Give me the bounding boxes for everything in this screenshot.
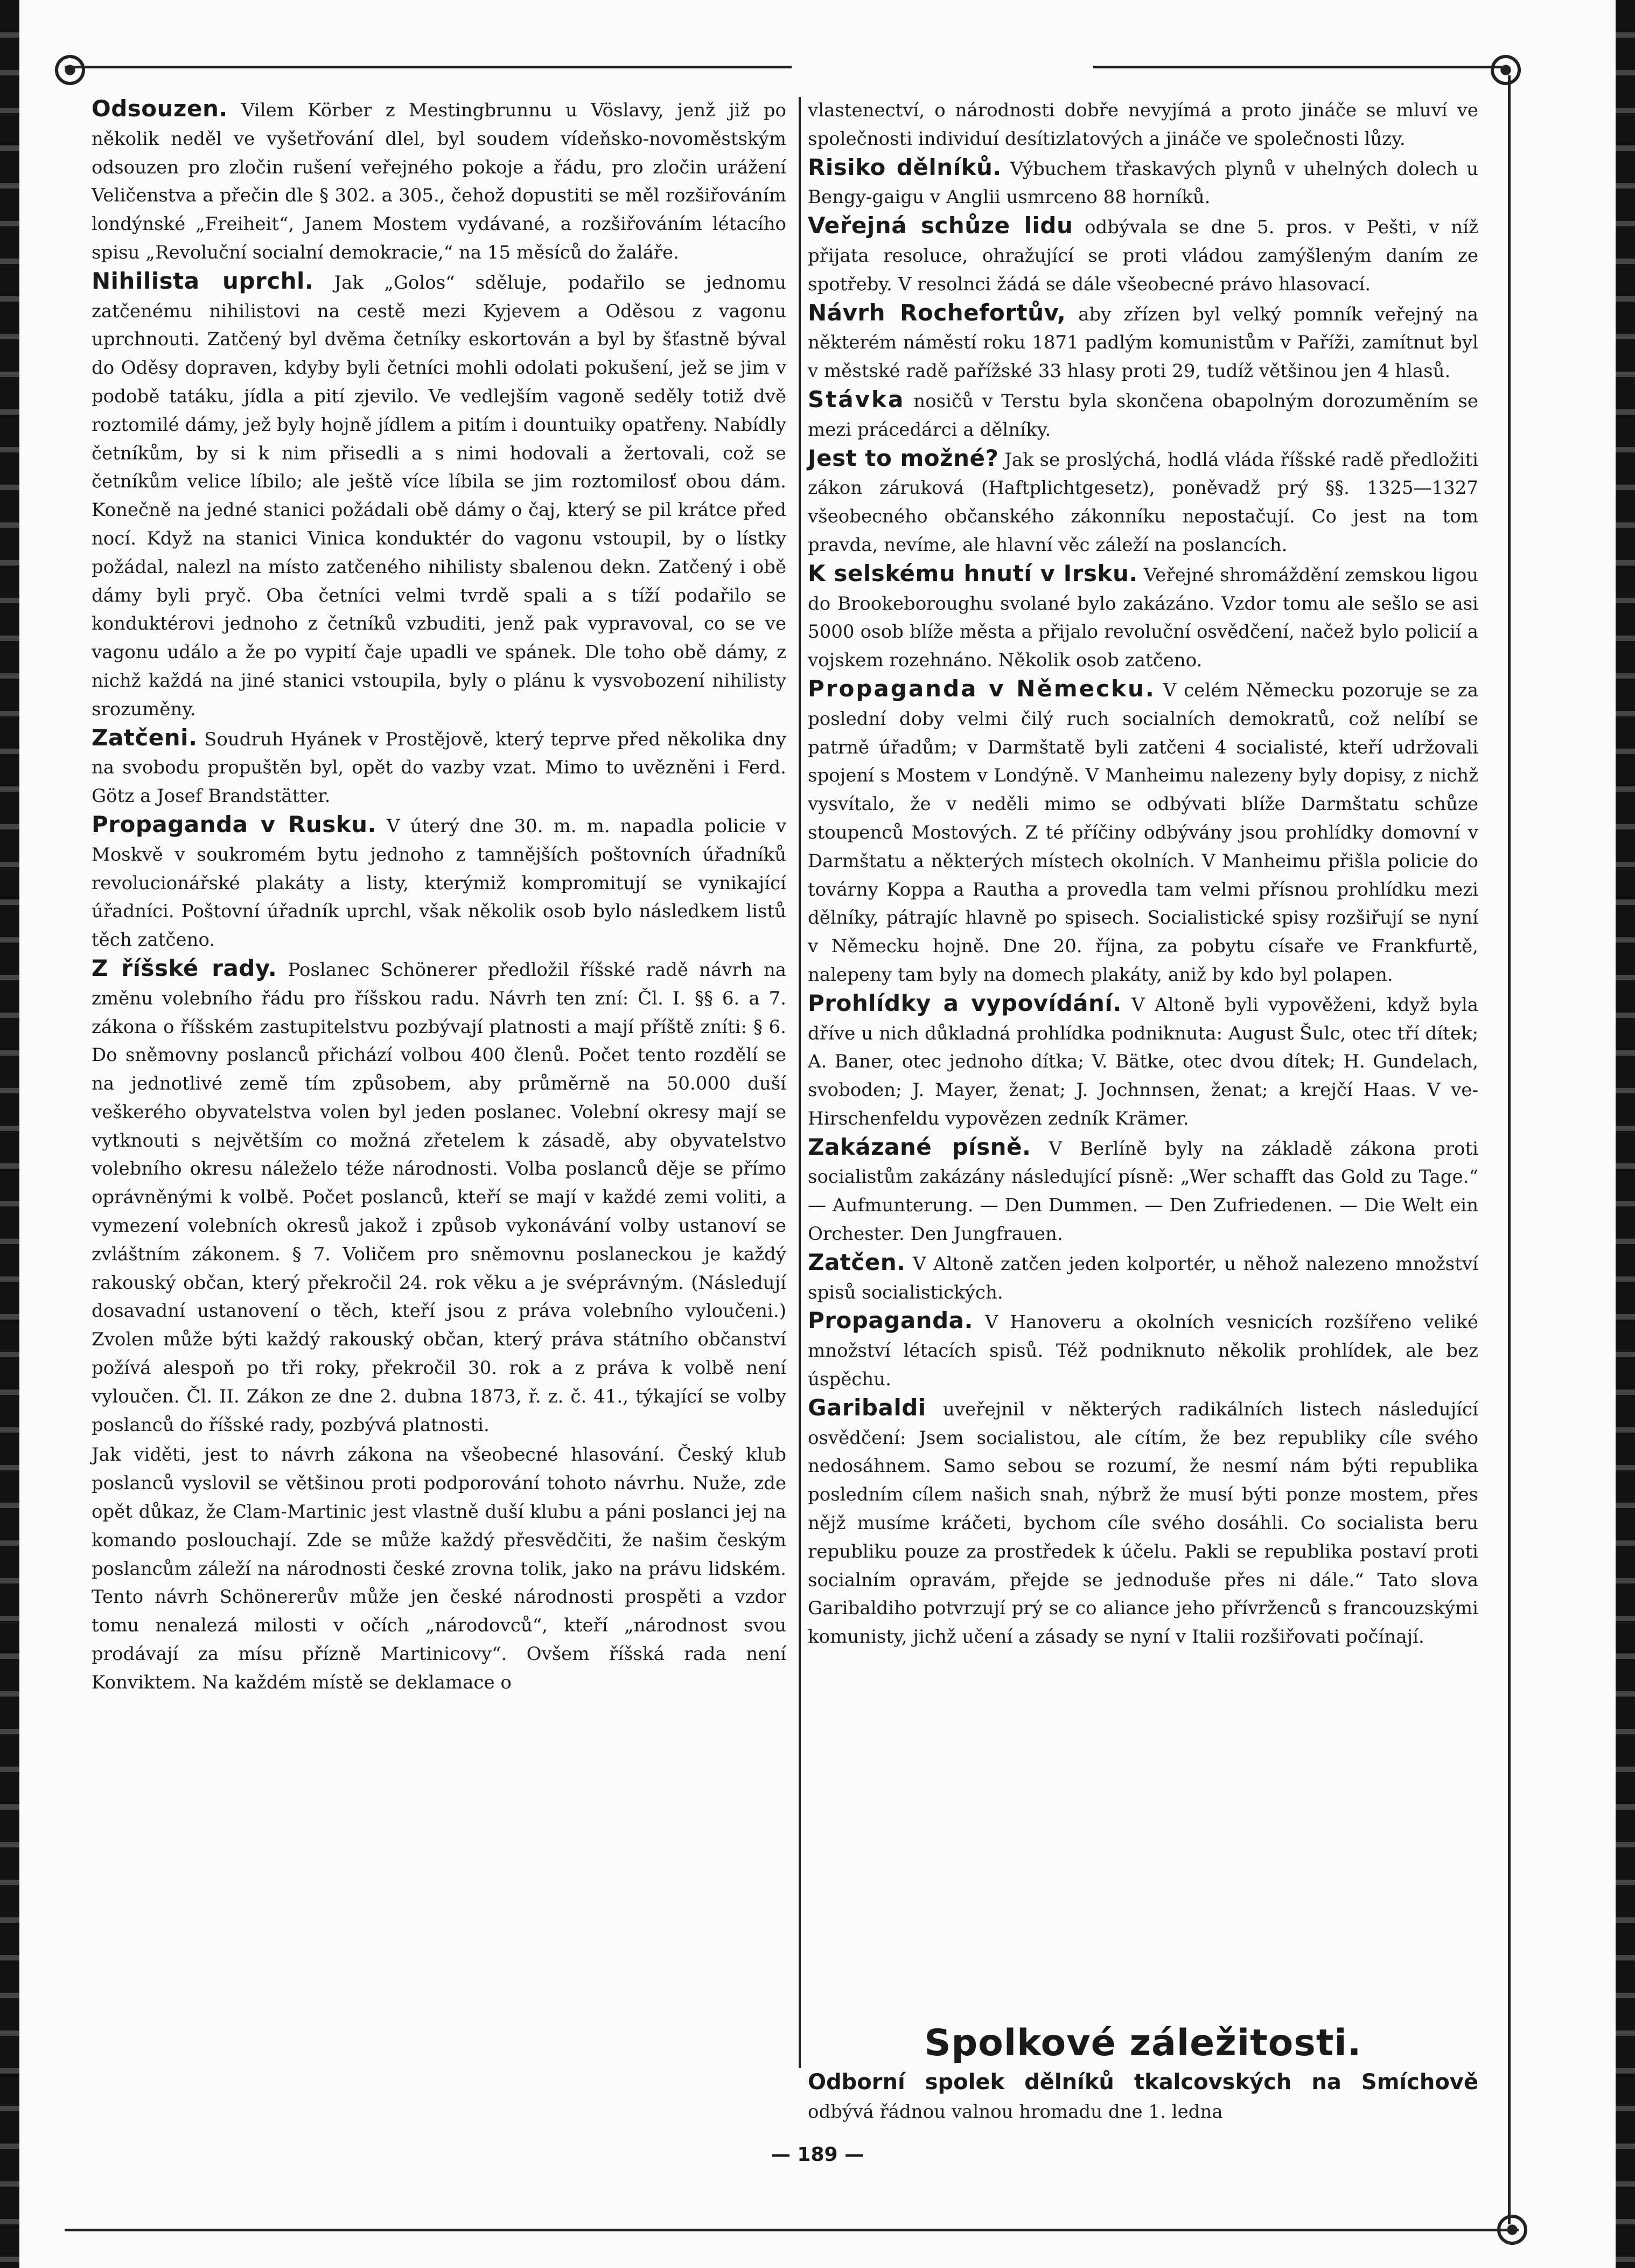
article bbox=[92, 811, 786, 954]
article-heading: Stávka bbox=[808, 386, 905, 413]
section-title: Spolkové záležitosti. bbox=[924, 2022, 1362, 2064]
article bbox=[92, 724, 786, 811]
article bbox=[808, 153, 1478, 212]
top-rule bbox=[65, 66, 1503, 68]
article bbox=[808, 299, 1478, 386]
corner-ornament-icon bbox=[1491, 55, 1521, 85]
article-heading: Z říšské rady. bbox=[92, 954, 277, 981]
article-text: Jak „Golos“ sděluje, podařilo se jednomu zatčenému nihilistovi na cestě mezi Kyjevem a Oděsou z vagonu uprchnouti. Zatčený byl dvěma četníky eskortován a byl by šťastně býval do Oděsy dopraven, kdyby byli četníci mohli odolati pokušení, jež se jim v podobě tatáku, jídla a pití zjevilo. Ve vedlejším vagoně seděly totiž dvě roztomilé dámy, jež byly hojně jídlem a pitím i dountuiky opatřeny. Nabídly četníkům, by si k nim přisedli a s nimi hodovali a žertovali, což se četníkům velice líbilo; ale ještě více líbila se jim roztomilosť obou dám. Konečně na jedné stanici požádali obě dámy o čaj, který se pil krátce před nocí. Když na stanici Vinica konduktér do vagonu vstoupil, by o lístky požádal, nalezl na místo zatčeného nihilisty sbalenou dekn. Zatčený i obě dámy byli pryč. Oba četníci velmi tvrdě spali a s tíží podařilo se konduktérovi jednoho z četníků vzbuditi, jenž pak vypravoval, co se ve vagonu událo a že po vypití čaje upadli ve spánek. Dle toho obě dámy, z nichž každá na jiné stanici vstoupila, byly o plánu k vysvobození nihilisty srozuměny. bbox=[92, 271, 786, 720]
article-heading: Zakázané písně. bbox=[808, 1133, 1031, 1160]
article-text: Jak se proslýchá, hodlá vláda říšské radě předložiti zákon záruková (Haftplichtgesetz), poněvadž prý §§. 1325—1327 všeobecného občanského zákonníku nepostačují. Co jest na tom pravda, nevíme, ale hlavní věc záleží na poslancích. bbox=[808, 449, 1478, 556]
article-text: Jak viděti, jest to návrh zákona na všeobecné hlasování. Český klub poslanců vyslovil se většinou proti podporování tohoto návrhu. Nuže, zde opět důkaz, že Clam-Martinic jest vlastně duší klubu a páni poslanci jej na komando poslouchají. Zde se může každý přesvědčiti, že našim českým poslancům záleží na národnosti české zrovna tolik, jako na právu lidském. Tento návrh Schönererův může jen české národnosti prospěti a vzdor tomu nenalezá milosti v očích „národovců“, kteří „národnost svou prodávají za mísu přízně Martinicovy“. Ovšem říšská rada není Konviktem. Na každém místě se deklamace o bbox=[92, 1444, 786, 1693]
article-text: Veřejné shromáždění zemskou ligou do Brookeboroughu svolané bylo zakázáno. Vzdor tomu ale sešlo se asi 5000 osob blíže města a přijalo revoluční osvědčení, načež bylo policií a vojskem rozehnáno. Několik osob zatčeno. bbox=[808, 564, 1478, 672]
article-heading: Zatčeni. bbox=[92, 724, 198, 751]
article-heading: Prohlídky a vypovídání. bbox=[808, 989, 1122, 1016]
article bbox=[808, 95, 1478, 153]
article bbox=[808, 989, 1478, 1133]
article bbox=[808, 1248, 1478, 1307]
article-text: uveřejnil v některých radikálních listech následující osvědčení: Jsem socialistou, ale cítím, že bez republiky cíle svého nedosáhnem. Samo sebou se rozumí, že nesmí nám býti republika posledním cílem našich snah, nýbrž že musí býti ponze mostem, přes nějž musíme kráčeti, bychom cíle svého dosáhli. Co socialista beru republiku pouze za prostředek k účelu. Pakli se republika postaví proti socialním opravám, přejde se jednoduše přes ni dále.“ Tato slova Garibaldiho potvrzují prý se co aliance jeho přívrženců s francouzskými komunisty, jichž učení a zásady se nyní v Italii rozšiřovati počínají. bbox=[808, 1398, 1478, 1648]
article bbox=[92, 954, 786, 1440]
article-heading: Risiko dělníků. bbox=[808, 153, 1002, 180]
article-text: V celém Německu pozoruje se za poslední doby velmi čilý ruch socialních demokratů, což nelíbí se patrně úřadům; v Darmštatě byli zatčeni 4 socialisté, kteří udržovali spojení s Mostem v Londýně. V Manheimu nalezeny byly dopisy, z nichž vysvítalo, že v neděli mimo se odbývati blíže Darmštatu schůze stoupenců Mostových. Z té příčiny odbývány jsou prohlídky domovní v Darmštatu a některých místech okolních. V Manheimu přišla policie do továrny Koppa a Rautha a provedla tam velmi přísnou prohlídku mezi dělníky, pátrajíc hlavně po spisech. Socialistické spisy rozšiřují se nyní v Německu hojně. Dne 20. října, za pobytu císaře ve Frankfurtě, nalepeny tam byly na domech plakáty, aniž by kdo byl polapen. bbox=[808, 679, 1478, 986]
film-edge-left bbox=[0, 0, 19, 2268]
article bbox=[92, 1439, 786, 1697]
right-border-rule bbox=[1508, 75, 1511, 2224]
article bbox=[808, 386, 1478, 444]
bottom-rule bbox=[65, 2229, 1519, 2231]
article-text: nosičů v Terstu byla skončena obapolným dorozuměním se mezi prácedárci a dělníky. bbox=[808, 390, 1478, 441]
article bbox=[808, 444, 1478, 560]
page-number: — 189 — bbox=[771, 2144, 864, 2166]
article bbox=[808, 212, 1478, 298]
article bbox=[808, 1133, 1478, 1248]
article bbox=[92, 267, 786, 724]
article-text: V Hanoveru a okolních vesnicích rozšířeno veliké množství létacích spisů. Též podniknuto několik prohlídek, ale bez úspěchu. bbox=[808, 1311, 1478, 1391]
article bbox=[808, 1307, 1478, 1393]
right-column bbox=[808, 95, 1478, 1651]
article-text: V Berlíně byly na základě zákona proti socialistům zakázány následující písně: „Wer schafft das Gold zu Tage.“ — Aufmunterung. — Den Dummen. — Den Zufriedenen. — Die Welt ein Orchester. Den Jungfrauen. bbox=[808, 1138, 1478, 1245]
article-text: Vilem Körber z Mestingbrunnu u Vöslavy, jenž již po několik neděl ve vyšetřování dlel, byl soudem vídeňsko-novoměstským odsouzen pro zločin rušení veřejného pokoje a řádu, pro zločin urážení Veličenstva a přečin dle § 302. a 305., čehož dopustiti se měl rozšiřováním londýnské „Freiheit“, Janem Mostem vydávané, a rozšiřováním létacího spisu „Revoluční socialní demokracie,“ na 15 měsíců do žaláře. bbox=[92, 100, 786, 263]
article-text: vlastenectví, o národnosti dobře nevyjímá a proto jináče se mluví ve společnosti individuí desítizlatových a jináče ve společnosti lůzy. bbox=[808, 100, 1478, 150]
article-heading: Propaganda v Rusku. bbox=[92, 811, 377, 838]
article-text: Poslanec Schönerer předložil říšské radě návrh na změnu volebního řádu pro říšskou radu. Návrh ten zní: Čl. I. §§ 6. a 7. zákona o říšském zastupitelstvu pozbývají platnosti a mají příště zníti: § 6. Do sněmovny poslanců přichází volbou 400 členů. Počet tento rozdělí se na jednotlivé země tím způsobem, aby průměrně na 50.000 duší veškerého obyvatelstva volen byl jeden poslanec. Volební okresy mají se vytknouti s největším co možná zřetelem k zásadě, aby obyvatelstvo volebního okresu náleželo téže národnosti. Volba poslanců děje se přímo oprávněnými k volbě. Počet poslanců, kteří se mají v každé zemi voliti, a vymezení volebních okresů jakož i způsob vykonávání volby ustanoví se zvláštním zákonem. § 7. Voličem pro sněmovnu poslaneckou je každý rakouský občan, který překročil 24. rok věku a je svéprávným. (Následují dosavadní ustanovení o těch, kteří jsou z práva volebního vyloučeni.) Zvolen může býti každý rakouský občan, který práva státního občanství požívá alespoň po tři roky, překročil 30. rok a z práva k volbě není vyloučen. Čl. II. Zákon ze dne 2. dubna 1873, ř. z. č. 41., týkající se volby poslanců do říšské rady, pozbývá platnosti. bbox=[92, 959, 786, 1436]
article-text: V Altoně zatčen jeden kolportér, u něhož nalezeno množství spisů socialistických. bbox=[808, 1253, 1478, 1303]
article bbox=[808, 675, 1478, 989]
article-heading: Odsouzen. bbox=[92, 95, 228, 122]
article-heading: Nihilista uprchl. bbox=[92, 267, 314, 294]
article-heading: Propaganda. bbox=[808, 1307, 973, 1334]
article-text: Výbuchem třaskavých plynů v uhelných dolech u Bengy-gaigu v Anglii usmrceno 88 horníků. bbox=[808, 158, 1478, 208]
article bbox=[808, 560, 1478, 675]
article-heading: Veřejná schůze lidu bbox=[808, 212, 1073, 239]
left-column bbox=[92, 95, 786, 1697]
article-text: aby zřízen byl velký pomník veřejný na některém náměstí roku 1871 padlým komunistům v Paříži, zamítnut byl v městské radě pařížské 33 hlasy proti 29, tudíž většinou jen 4 hlasů. bbox=[808, 303, 1478, 382]
article-heading: Garibaldi bbox=[808, 1394, 926, 1421]
article-text: Soudruh Hyánek v Prostějově, který teprve před několika dny na svobodu propuštěn byl, opět do vazby vzat. Mimo to uvězněni i Ferd. Götz a Josef Brandstätter. bbox=[92, 728, 786, 807]
article-text: V úterý dne 30. m. m. napadla policie v Moskvě v soukromém bytu jednoho z tamnějších poštovních úřadníků revolucionářské plakáty a listy, kterýmiž kompromitují se vynikající úřadníci. Poštovní úřadník uprchl, však několik osob bylo následkem listů těch zatčeno. bbox=[92, 815, 786, 951]
section-text: odbývá řádnou valnou hromadu dne 1. ledna bbox=[808, 2100, 1223, 2123]
section-article bbox=[808, 2068, 1478, 2126]
column-divider bbox=[799, 97, 801, 2068]
article-heading: Zatčen. bbox=[808, 1248, 906, 1275]
article-heading: Propaganda v Německu. bbox=[808, 675, 1156, 702]
film-edge-right bbox=[1616, 0, 1635, 2268]
article bbox=[808, 1394, 1478, 1651]
corner-ornament-icon bbox=[55, 55, 85, 85]
article-heading: Jest to možné? bbox=[808, 444, 999, 471]
article-text: odbývala se dne 5. pros. v Pešti, v níž přijata resoluce, ohražující se proti vládou zamýšleným daním ze spotřeby. V resolnci žádá se dále všeobecné právo hlasovací. bbox=[808, 217, 1478, 295]
article bbox=[92, 95, 786, 267]
article-text: V Altoně byli vypověženi, když byla dříve u nich důkladná prohlídka podniknuta: August Šulc, otec tří dítek; A. Baner, otec jednoho dítka; V. Bätke, otec dvou dítek; H. Gundelach, svoboden; J. Mayer, ženat; J. Jochnnsen, ženat; a krejčí Haas. V ve-Hirschenfeldu vypovězen zedník Krämer. bbox=[808, 994, 1478, 1129]
top-rule-gap bbox=[792, 60, 1093, 75]
section-subhead: Odborní spolek dělníků tkalcovských na Smíchově bbox=[808, 2070, 1478, 2095]
article-heading: Návrh Rochefortův, bbox=[808, 299, 1066, 326]
article-heading: K selskému hnutí v Irsku. bbox=[808, 560, 1138, 587]
